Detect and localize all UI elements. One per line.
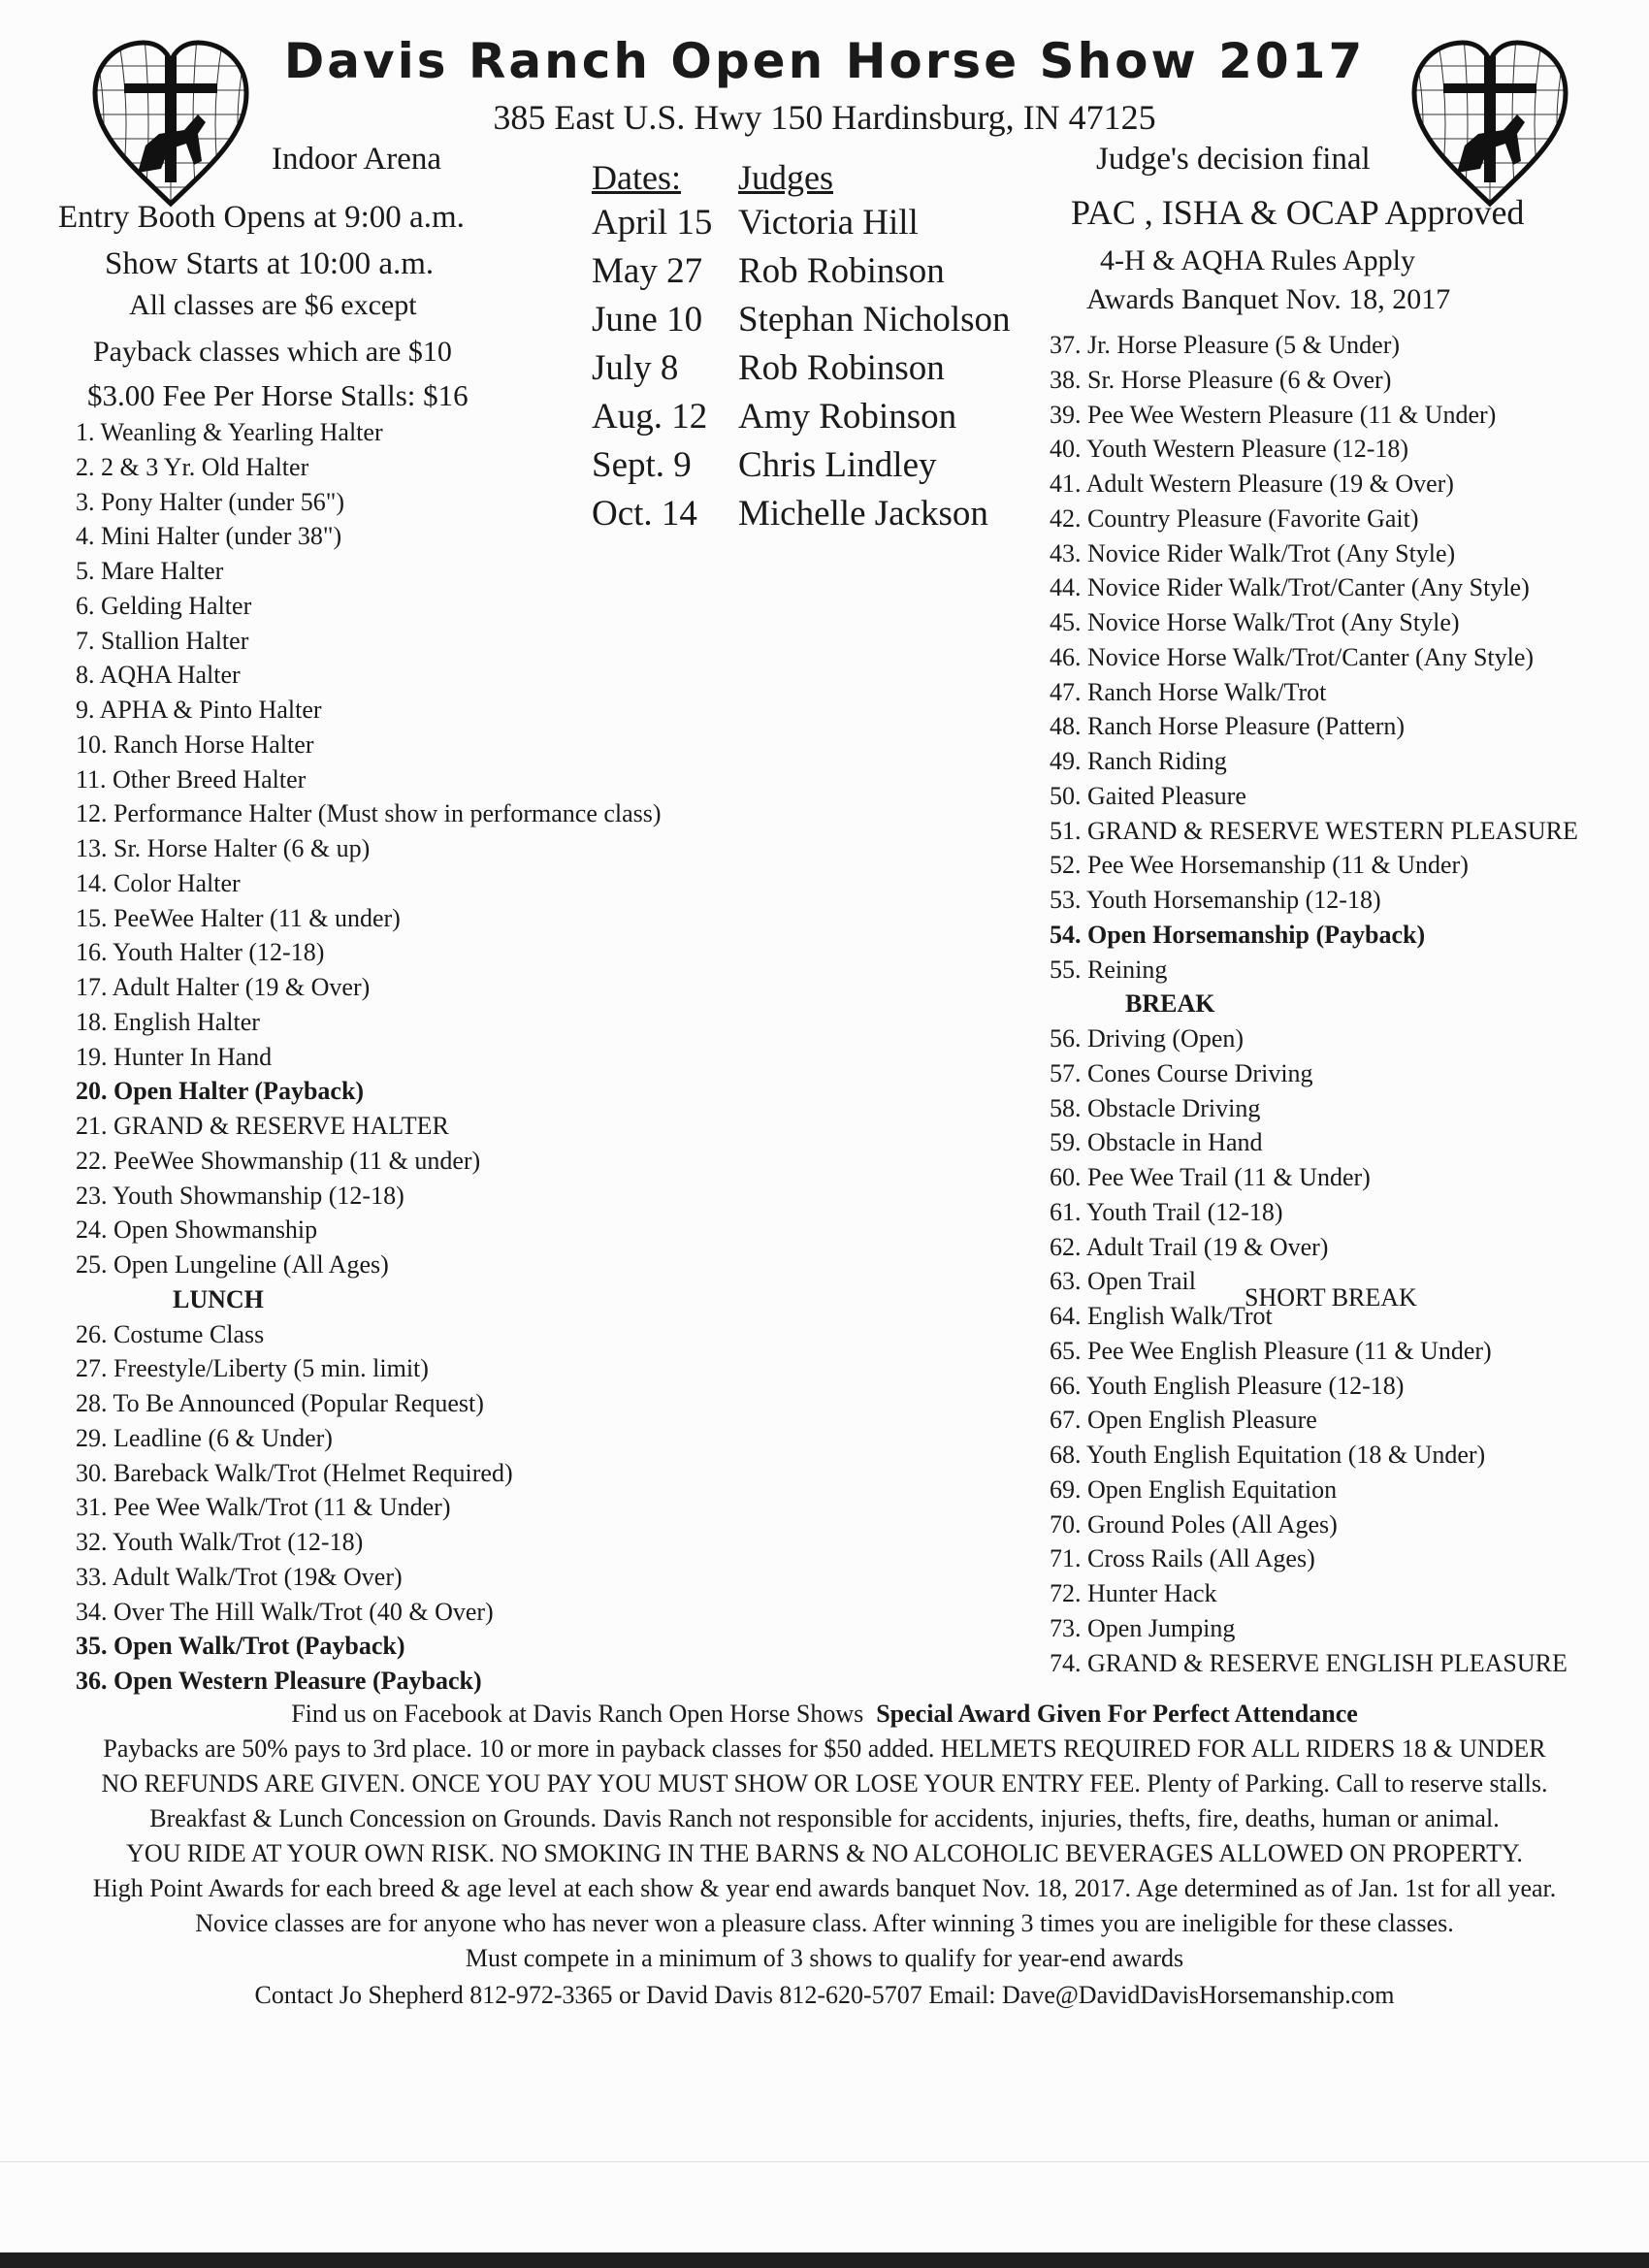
- schedule-judge: Rob Robinson: [738, 348, 945, 388]
- class-item: 10. Ranch Horse Halter: [76, 729, 314, 759]
- class-item: 15. PeeWee Halter (11 & under): [76, 903, 401, 932]
- class-item: 9. APHA & Pinto Halter: [76, 696, 322, 724]
- schedule-date: Sept. 9: [592, 445, 692, 485]
- class-item: 24. Open Showmanship: [76, 1215, 318, 1245]
- dates-label: Dates:: [592, 158, 681, 197]
- footer-paybacks: Paybacks are 50% pays to 3rd place. 10 or more in payback classes for $50 added. HELMETS REQUIRED FOR ALL RIDERS 18 & UNDER: [103, 1734, 1546, 1763]
- class-item: 36. Open Western Pleasure (Payback): [76, 1667, 482, 1695]
- class-item: 30. Bareback Walk/Trot (Helmet Required): [76, 1458, 513, 1487]
- schedule-judge: Amy Robinson: [738, 397, 957, 437]
- class-item: 50. Gaited Pleasure: [1050, 781, 1246, 810]
- class-item: 6. Gelding Halter: [76, 591, 252, 620]
- class-item: 5. Mare Halter: [76, 557, 224, 585]
- class-item: 22. PeeWee Showmanship (11 & under): [76, 1146, 481, 1175]
- entry-booth-time: Entry Booth Opens at 9:00 a.m.: [58, 200, 465, 235]
- class-item: 34. Over The Hill Walk/Trot (40 & Over): [76, 1597, 494, 1626]
- address: 385 East U.S. Hwy 150 Hardinsburg, IN 47125: [493, 98, 1156, 137]
- class-item: 68. Youth English Equitation (18 & Under): [1050, 1441, 1486, 1469]
- footer-facebook-line: [0, 1700, 1649, 1729]
- class-item: 73. Open Jumping: [1050, 1613, 1236, 1642]
- class-item: 49. Ranch Riding: [1050, 747, 1227, 775]
- class-item: 1. Weanling & Yearling Halter: [76, 418, 383, 446]
- schedule-judge: Victoria Hill: [738, 203, 919, 243]
- schedule-date: Aug. 12: [592, 397, 708, 437]
- approved-by: PAC , ISHA & OCAP Approved: [1071, 193, 1525, 232]
- schedule-judge: Michelle Jackson: [738, 494, 988, 534]
- class-list-left: [76, 415, 662, 1699]
- class-item: 54. Open Horsemanship (Payback): [1050, 920, 1426, 949]
- class-item: 14. Color Halter: [76, 868, 241, 897]
- class-item: 56. Driving (Open): [1050, 1024, 1245, 1053]
- class-item: 21. GRAND & RESERVE HALTER: [76, 1112, 449, 1140]
- class-item: 52. Pee Wee Horsemanship (11 & Under): [1050, 851, 1469, 880]
- arena: Indoor Arena: [272, 142, 442, 177]
- class-item: 62. Adult Trail (19 & Over): [1050, 1232, 1329, 1261]
- schedule-date: May 27: [592, 251, 703, 291]
- class-item: 65. Pee Wee English Pleasure (11 & Under): [1050, 1336, 1492, 1365]
- page-edge-rule: [0, 2161, 1649, 2162]
- class-item: 63. Open Trail: [1050, 1267, 1196, 1296]
- class-item: 11. Other Breed Halter: [76, 764, 307, 794]
- class-item: 8. AQHA Halter: [76, 661, 241, 690]
- rules-apply: 4-H & AQHA Rules Apply: [1100, 244, 1416, 276]
- class-item: 26. Costume Class: [76, 1319, 265, 1348]
- class-item: 39. Pee Wee Western Pleasure (11 & Under): [1050, 400, 1497, 429]
- class-item: 37. Jr. Horse Pleasure (5 & Under): [1050, 331, 1401, 359]
- class-item: 67. Open English Pleasure: [1050, 1406, 1317, 1435]
- class-item: 70. Ground Poles (All Ages): [1050, 1509, 1338, 1539]
- judge-decision: Judge's decision final: [1096, 142, 1371, 177]
- class-item: 38. Sr. Horse Pleasure (6 & Over): [1050, 365, 1392, 394]
- class-item: 53. Youth Horsemanship (12-18): [1050, 886, 1381, 914]
- class-item: 51. GRAND & RESERVE WESTERN PLEASURE: [1050, 816, 1578, 845]
- class-item: 2. 2 & 3 Yr. Old Halter: [76, 452, 309, 481]
- class-item: 13. Sr. Horse Halter (6 & up): [76, 834, 371, 862]
- class-item: 47. Ranch Horse Walk/Trot: [1050, 677, 1327, 706]
- facebook-note: Find us on Facebook at Davis Ranch Open Horse Shows: [291, 1700, 864, 1728]
- class-item: 59. Obstacle in Hand: [1050, 1128, 1263, 1157]
- class-item: 31. Pee Wee Walk/Trot (11 & Under): [76, 1493, 451, 1522]
- class-item: 64. English Walk/Trot: [1050, 1302, 1273, 1330]
- class-item: 32. Youth Walk/Trot (12-18): [76, 1528, 364, 1556]
- class-item: 28. To Be Announced (Popular Request): [76, 1389, 484, 1417]
- schedule-judge: Chris Lindley: [738, 445, 937, 485]
- footer-risk: YOU RIDE AT YOUR OWN RISK. NO SMOKING IN THE BARNS & NO ALCOHOLIC BEVERAGES ALLOWED ON PROPERTY.: [126, 1839, 1523, 1867]
- schedule-judge: Rob Robinson: [738, 251, 945, 291]
- class-item: 41. Adult Western Pleasure (19 & Over): [1050, 470, 1454, 498]
- class-item: 27. Freestyle/Liberty (5 min. limit): [76, 1354, 429, 1383]
- class-item: 45. Novice Horse Walk/Trot (Any Style): [1050, 608, 1460, 636]
- class-item: 42. Country Pleasure (Favorite Gait): [1050, 503, 1419, 533]
- class-item: 19. Hunter In Hand: [76, 1042, 273, 1071]
- schedule-date: April 15: [592, 203, 713, 243]
- class-item: 55. Reining: [1050, 955, 1168, 984]
- footer-novice: Novice classes are for anyone who has never won a pleasure class. After winning 3 times you are ineligible for these classes.: [195, 1909, 1454, 1937]
- class-item: 40. Youth Western Pleasure (12-18): [1050, 435, 1409, 464]
- awards-banquet: Awards Banquet Nov. 18, 2017: [1086, 283, 1451, 315]
- class-list-right: [1050, 328, 1578, 1680]
- schedule-date: July 8: [592, 348, 679, 388]
- class-item: 69. Open English Equitation: [1050, 1474, 1338, 1504]
- footer-contact: Contact Jo Shepherd 812-972-3365 or David Davis 812-620-5707 Email: Dave@DavidDavisHorsemanship.com: [254, 1981, 1395, 2009]
- footer-concession: Breakfast & Lunch Concession on Grounds. Davis Ranch not responsible for accidents, injuries, thefts, fire, deaths, human or animal.: [149, 1804, 1500, 1832]
- section-break-label: LUNCH: [173, 1284, 264, 1313]
- short-break-label: SHORT BREAK: [1245, 1283, 1417, 1312]
- page-title: Davis Ranch Open Horse Show 2017: [283, 33, 1366, 89]
- class-item: 25. Open Lungeline (All Ages): [76, 1250, 389, 1279]
- class-item: 61. Youth Trail (12-18): [1050, 1197, 1283, 1226]
- payback-fee: Payback classes which are $10: [93, 336, 452, 368]
- class-item: 29. Leadline (6 & Under): [76, 1423, 333, 1452]
- attendance-award: Special Award Given For Perfect Attendance: [876, 1700, 1358, 1728]
- class-item: 74. GRAND & RESERVE ENGLISH PLEASURE: [1050, 1648, 1568, 1677]
- horse-stall-fee: $3.00 Fee Per Horse Stalls: $16: [87, 378, 469, 412]
- class-item: 7. Stallion Halter: [76, 626, 249, 655]
- footer-minimum-shows: Must compete in a minimum of 3 shows to qualify for year-end awards: [465, 1944, 1184, 1972]
- footer-high-point: High Point Awards for each breed & age level at each show & year end awards banquet Nov. 18, 2017. Age determined as of Jan. 1st for all year.: [92, 1874, 1557, 1902]
- footer-refunds: NO REFUNDS ARE GIVEN. ONCE YOU PAY YOU MUST SHOW OR LOSE YOUR ENTRY FEE. Plenty of Parking. Call to reserve stalls.: [101, 1769, 1548, 1798]
- class-item: 58. Obstacle Driving: [1050, 1093, 1261, 1122]
- class-item: 71. Cross Rails (All Ages): [1050, 1544, 1315, 1573]
- class-item: 4. Mini Halter (under 38"): [76, 522, 342, 551]
- class-item: 44. Novice Rider Walk/Trot/Canter (Any Style): [1050, 573, 1530, 602]
- class-item: 33. Adult Walk/Trot (19& Over): [76, 1562, 403, 1591]
- class-item: 17. Adult Halter (19 & Over): [76, 973, 371, 1001]
- class-item: 48. Ranch Horse Pleasure (Pattern): [1050, 712, 1406, 741]
- class-item: 16. Youth Halter (12-18): [76, 938, 325, 967]
- show-start-time: Show Starts at 10:00 a.m.: [105, 246, 435, 281]
- schedule-date: Oct. 14: [592, 494, 697, 534]
- class-item: 12. Performance Halter (Must show in performance class): [76, 799, 662, 828]
- class-item: 43. Novice Rider Walk/Trot (Any Style): [1050, 538, 1456, 567]
- section-break-label: BREAK: [1125, 989, 1215, 1019]
- class-item: 60. Pee Wee Trail (11 & Under): [1050, 1163, 1371, 1191]
- class-item: 23. Youth Showmanship (12-18): [76, 1181, 404, 1210]
- class-item: 20. Open Halter (Payback): [76, 1077, 365, 1106]
- class-item: 72. Hunter Hack: [1050, 1579, 1217, 1607]
- scan-edge-strip: [0, 2252, 1649, 2268]
- class-item: 46. Novice Horse Walk/Trot/Canter (Any Style): [1050, 642, 1535, 671]
- classes-fee: All classes are $6 except: [129, 289, 417, 321]
- class-item: 66. Youth English Pleasure (12-18): [1050, 1371, 1405, 1400]
- class-item: 35. Open Walk/Trot (Payback): [76, 1632, 405, 1661]
- judges-label: Judges: [738, 158, 833, 197]
- schedule-judge: Stephan Nicholson: [738, 300, 1011, 340]
- class-item: 18. English Halter: [76, 1007, 260, 1036]
- schedule-date: June 10: [592, 300, 703, 340]
- class-item: 57. Cones Course Driving: [1050, 1058, 1313, 1087]
- class-item: 3. Pony Halter (under 56"): [76, 487, 345, 516]
